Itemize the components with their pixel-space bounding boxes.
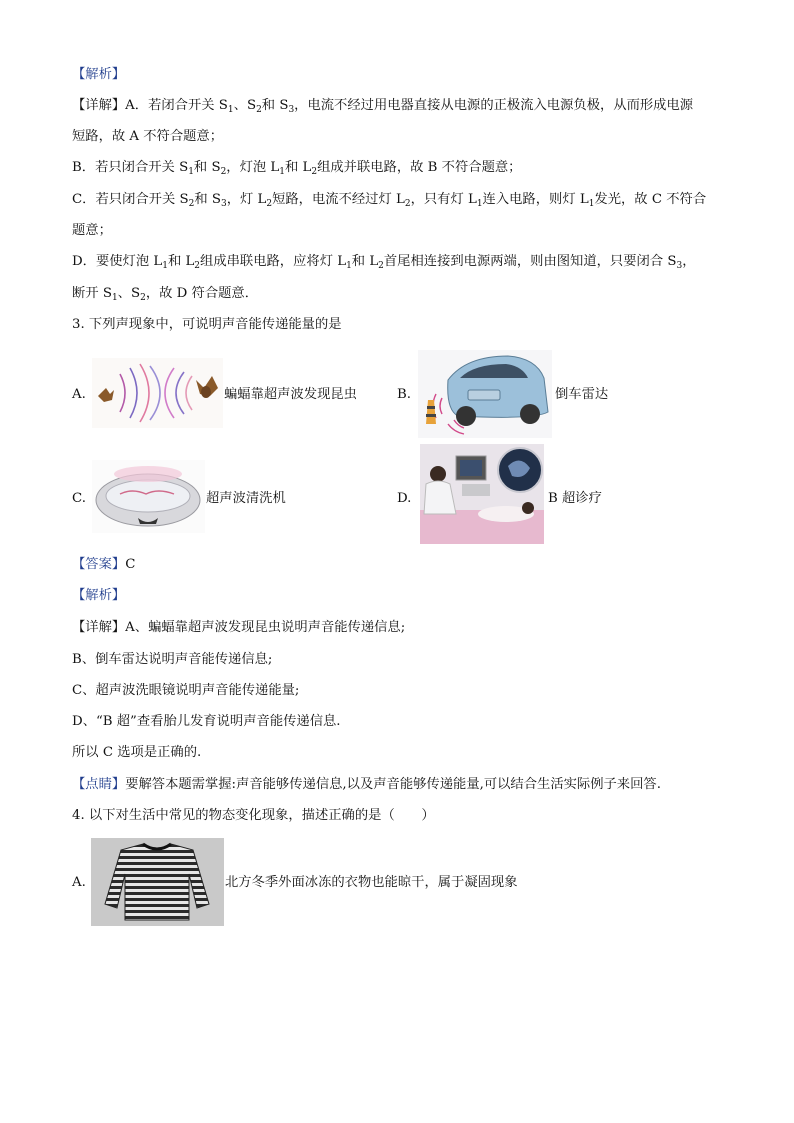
comment-text: 要解答本题需掌握:声音能够传递信息,以及声音能够传递能量,可以结合生活实际例子来回答.: [125, 777, 661, 792]
q3-option-b-letter: B.: [397, 387, 411, 402]
q3-detail-line-1: 【详解】A、蝙蝠靠超声波发现昆虫说明声音能传递信息;: [72, 620, 406, 635]
comment-label: 【点睛】: [72, 777, 126, 792]
q2-detail-line-5: 题意；: [72, 223, 112, 238]
q3-question: 3. 下列声现象中，可说明声音能传递能量的是: [72, 317, 342, 332]
q2-detail-line-4: C．若只闭合开关 $S_2$和 $S_3$，灯 $L_2$短路，电流不经过灯 $L_2$，只有灯 $L_1$连入电路，则灯 $L_1$发光，故 C 不符合: [72, 192, 707, 209]
q3-detail-line-3: C、超声波洗眼镜说明声音能传递能量;: [72, 683, 300, 698]
bat-ultrasound-image: [92, 358, 223, 428]
answer-value: C: [125, 557, 136, 572]
q3-option-c-text: 超声波清洗机: [206, 491, 286, 506]
q2-detail-line-6: D．要使灯泡 $L_1$和 $L_2$组成串联电路，应将灯 $L_1$和 $L_2$首尾相连接到电源两端，则由图知道，只要闭合 $S_3$，: [72, 254, 696, 271]
sweater-image: [91, 838, 224, 926]
q3-detail-line-5: 所以 C 选项是正确的.: [72, 745, 202, 760]
comment-line: [72, 776, 661, 794]
q4-question: 4. 以下对生活中常见的物态变化现象，描述正确的是（ ）: [72, 808, 435, 823]
analysis-label: 【解析】: [72, 67, 126, 82]
q3-analysis-label: 【解析】: [72, 588, 126, 603]
answer-label: 【答案】: [72, 557, 126, 572]
q4-option-a-text: 北方冬季外面冰冻的衣物也能晾干，属于凝固现象: [225, 875, 518, 890]
q2-detail-line-3: B．若只闭合开关 $S_1$和 $S_2$，灯泡 $L_1$和 $L_2$组成并联电路，故 B 不符合题意；: [72, 160, 522, 177]
q3-detail-line-4: D、“B 超”查看胎儿发育说明声音能传递信息.: [72, 714, 341, 729]
q3-detail-line-2: B、倒车雷达说明声音能传递信息;: [72, 652, 273, 667]
q3-option-d-letter: D.: [397, 491, 412, 506]
q3-option-a-text: 蝙蝠靠超声波发现昆虫: [224, 387, 357, 402]
q3-option-a-letter: A.: [72, 387, 86, 402]
q4-option-a-letter: A.: [72, 875, 86, 890]
b-ultrasound-image: [420, 444, 544, 544]
reversing-radar-image: [418, 350, 552, 438]
q2-detail-line-2: 短路，故 A 不符合题意；: [72, 129, 224, 144]
q3-option-c-letter: C.: [72, 491, 86, 506]
answer-line: [72, 556, 135, 574]
q3-option-d-text: B 超诊疗: [548, 491, 602, 506]
q2-detail-line-7: 断开 $S_1$、$S_2$，故 D 符合题意．: [72, 286, 259, 303]
q2-detail-line-1: 【详解】A．若闭合开关 $S_1$、$S_2$和 $S_3$，电流不经过用电器直接从电源的正极流入电源负极，从而形成电源: [72, 98, 694, 115]
ultrasonic-cleaner-image: [92, 460, 205, 533]
q3-option-b-text: 倒车雷达: [555, 387, 609, 402]
